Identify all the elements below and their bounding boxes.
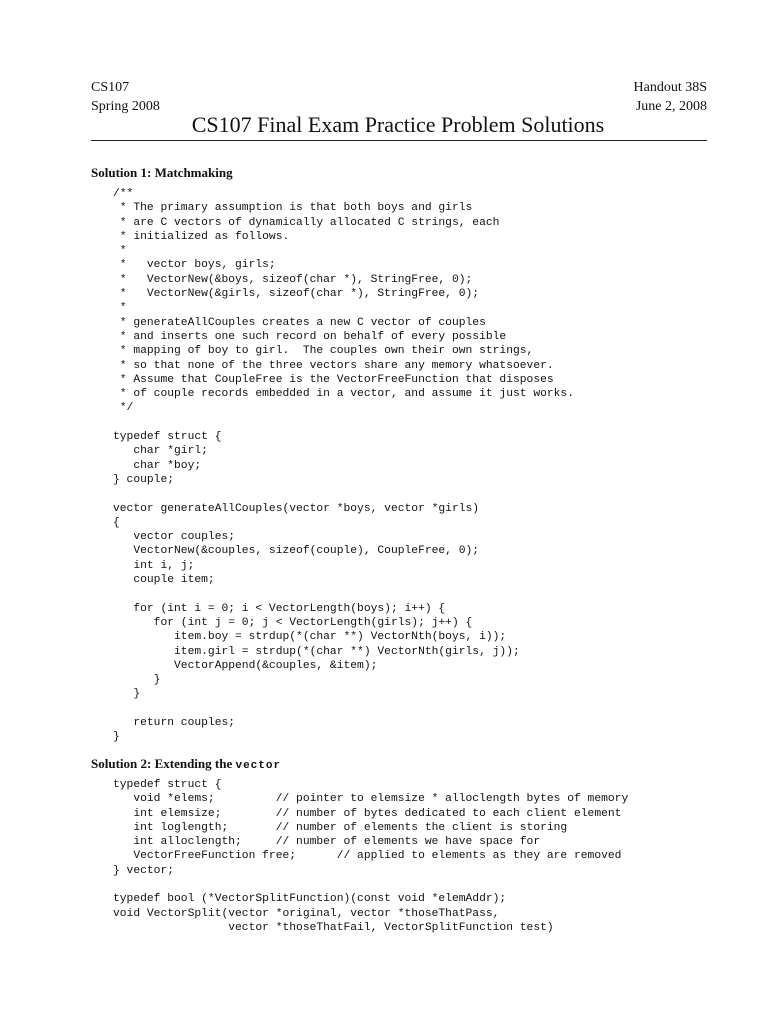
solution-1-heading: Solution 1: Matchmaking xyxy=(91,165,233,180)
handout-date: June 2, 2008 xyxy=(635,99,707,114)
solution-2-heading xyxy=(91,756,281,772)
page-title: CS107 Final Exam Practice Problem Solutions xyxy=(191,112,605,137)
course-name: CS107 xyxy=(91,80,130,95)
solution-2-heading-code: vector xyxy=(235,760,282,772)
handout-number: Handout 38S xyxy=(633,80,707,95)
title-rule xyxy=(91,140,707,141)
term: Spring 2008 xyxy=(91,99,160,114)
solution-2-code: typedef struct { void *elems; // pointer to elemsize * alloclength bytes of memory int elemsize; // number of bytes dedicated to each client element int loglength; // number of elements the client is storing int alloclength; // number of elements we have space for VectorFreeFunction free; // applied to elements as they are removed } vector; typedef bool (*VectorSplitFunction)(const void *elemAddr); void VectorSplit(vector *original, vector *thoseThatPass, vector *thoseThatFail, VectorSplitFunction test) xyxy=(113,779,629,934)
solution-1-code: /** * The primary assumption is that both boys and girls * are C vectors of dynamically allocated C strings, each * initialized as follows. * * vector boys, girls; * VectorNew(&boys, sizeof(char *), StringFree, 0); * VectorNew(&girls, sizeof(char *), StringFree, 0); * * generateAllCouples creates a new C vector of couples * and inserts one such record on behalf of every possible * mapping of boy to girl. The couples own their own strings, * so that none of the three vectors share any memory whatsoever. * Assume that CoupleFree is the VectorFreeFunction that disposes * of couple records embedded in a vector, and assume it just works. */ typedef struct { char *girl; char *boy; } couple; vector generateAllCouples(vector *boys, vector *girls) { vector couples; VectorNew(&couples, sizeof(couple), CoupleFree, 0); int i, j; couple item; for (int i = 0; i < VectorLength(boys); i++) { for (int j = 0; j < VectorLength(girls); j++) { item.boy = strdup(*(char **) VectorNth(boys, i)); item.girl = strdup(*(char **) VectorNth(girls, j)); VectorAppend(&couples, &item); } } return couples; } xyxy=(113,188,574,744)
solution-2-heading-text: Solution 2: Extending the xyxy=(91,756,236,771)
